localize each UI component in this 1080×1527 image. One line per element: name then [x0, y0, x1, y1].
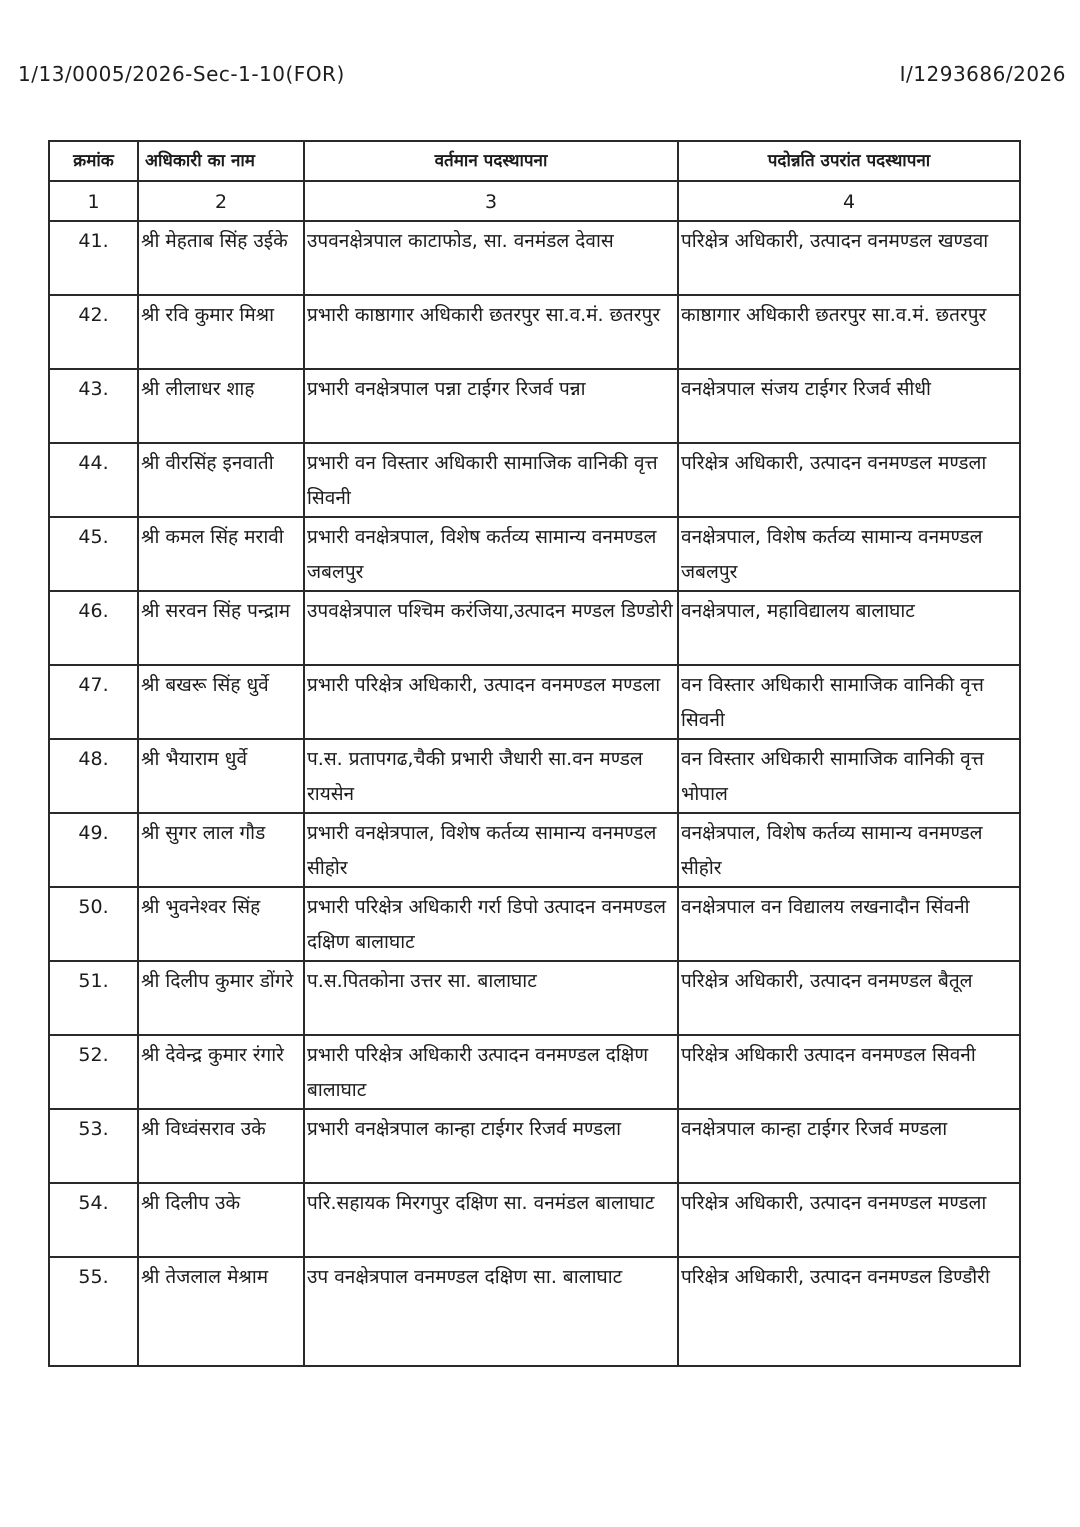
- post-promotion-posting: वन विस्तार अधिकारी सामाजिक वानिकी वृत्त भोपाल: [678, 739, 1020, 813]
- header-current-posting: वर्तमान पदस्थापना: [304, 141, 678, 181]
- serial-number: 53.: [49, 1109, 138, 1183]
- post-promotion-posting: वनक्षेत्रपाल, महाविद्यालय बालाघाट: [678, 591, 1020, 665]
- table-row: [49, 1183, 1020, 1257]
- officer-name: श्री देवेन्द्र कुमार रंगारे: [138, 1035, 304, 1109]
- header-officer-name: अधिकारी का नाम: [138, 141, 304, 181]
- post-promotion-posting: परिक्षेत्र अधिकारी, उत्पादन वनमण्डल खण्डवा: [678, 221, 1020, 295]
- officer-name: श्री रवि कुमार मिश्रा: [138, 295, 304, 369]
- table-row: [49, 1035, 1020, 1109]
- table-row: [49, 221, 1020, 295]
- officer-name: श्री भैयाराम धुर्वे: [138, 739, 304, 813]
- post-promotion-posting: परिक्षेत्र अधिकारी, उत्पादन वनमण्डल बैतूल: [678, 961, 1020, 1035]
- column-number-row: [49, 181, 1020, 221]
- table-row: [49, 443, 1020, 517]
- post-promotion-posting: वनक्षेत्रपाल कान्हा टाईगर रिजर्व मण्डला: [678, 1109, 1020, 1183]
- serial-number: 51.: [49, 961, 138, 1035]
- serial-number: 54.: [49, 1183, 138, 1257]
- header-serial: क्रमांक: [49, 141, 138, 181]
- officer-name: श्री वीरसिंह इनवाती: [138, 443, 304, 517]
- file-number: 1/13/0005/2026-Sec-1-10(FOR): [18, 62, 345, 86]
- current-posting: उपवक्षेत्रपाल पश्चिम करंजिया,उत्पादन मण्डल डिण्डोरी: [304, 591, 678, 665]
- current-posting: प.स. प्रतापगढ,चैकी प्रभारी जैधारी सा.वन मण्डल रायसेन: [304, 739, 678, 813]
- serial-number: 45.: [49, 517, 138, 591]
- current-posting: प्रभारी वनक्षेत्रपाल, विशेष कर्तव्य सामान्य वनमण्डल जबलपुर: [304, 517, 678, 591]
- current-posting: प्रभारी वनक्षेत्रपाल, विशेष कर्तव्य सामान्य वनमण्डल सीहोर: [304, 813, 678, 887]
- officer-name: श्री लीलाधर शाह: [138, 369, 304, 443]
- column-number: 1: [49, 181, 138, 221]
- serial-number: 44.: [49, 443, 138, 517]
- officer-name: श्री तेजलाल मेश्राम: [138, 1257, 304, 1366]
- current-posting: परि.सहायक मिरगपुर दक्षिण सा. वनमंडल बालाघाट: [304, 1183, 678, 1257]
- table-row: [49, 665, 1020, 739]
- current-posting: प्रभारी परिक्षेत्र अधिकारी गर्रा डिपो उत्पादन वनमण्डल दक्षिण बालाघाट: [304, 887, 678, 961]
- serial-number: 55.: [49, 1257, 138, 1366]
- table-row: [49, 591, 1020, 665]
- post-promotion-posting: वनक्षेत्रपाल, विशेष कर्तव्य सामान्य वनमण्डल जबलपुर: [678, 517, 1020, 591]
- table-row: [49, 517, 1020, 591]
- officer-name: श्री बखरू सिंह धुर्वे: [138, 665, 304, 739]
- table-row: [49, 887, 1020, 961]
- serial-number: 43.: [49, 369, 138, 443]
- post-promotion-posting: परिक्षेत्र अधिकारी, उत्पादन वनमण्डल मण्डला: [678, 443, 1020, 517]
- post-promotion-posting: काष्ठागार अधिकारी छतरपुर सा.व.मं. छतरपुर: [678, 295, 1020, 369]
- table-row: [49, 961, 1020, 1035]
- promotion-posting-table: [48, 140, 1021, 1367]
- current-posting: प.स.पितकोना उत्तर सा. बालाघाट: [304, 961, 678, 1035]
- current-posting: प्रभारी काष्ठागार अधिकारी छतरपुर सा.व.मं. छतरपुर: [304, 295, 678, 369]
- officer-name: श्री विध्वंसराव उके: [138, 1109, 304, 1183]
- current-posting: प्रभारी परिक्षेत्र अधिकारी, उत्पादन वनमण्डल मण्डला: [304, 665, 678, 739]
- table-row: [49, 1257, 1020, 1366]
- officer-name: श्री सरवन सिंह पन्द्राम: [138, 591, 304, 665]
- officer-name: श्री कमल सिंह मरावी: [138, 517, 304, 591]
- table-row: [49, 369, 1020, 443]
- current-posting: उप वनक्षेत्रपाल वनमण्डल दक्षिण सा. बालाघाट: [304, 1257, 678, 1366]
- column-number: 4: [678, 181, 1020, 221]
- officer-name: श्री मेहताब सिंह उईके: [138, 221, 304, 295]
- table-row: [49, 295, 1020, 369]
- officer-name: श्री भुवनेश्वर सिंह: [138, 887, 304, 961]
- current-posting: प्रभारी परिक्षेत्र अधिकारी उत्पादन वनमण्डल दक्षिण बालाघाट: [304, 1035, 678, 1109]
- serial-number: 47.: [49, 665, 138, 739]
- column-number: 2: [138, 181, 304, 221]
- serial-number: 46.: [49, 591, 138, 665]
- post-promotion-posting: परिक्षेत्र अधिकारी उत्पादन वनमण्डल सिवनी: [678, 1035, 1020, 1109]
- current-posting: प्रभारी वनक्षेत्रपाल पन्ना टाईगर रिजर्व पन्ना: [304, 369, 678, 443]
- serial-number: 42.: [49, 295, 138, 369]
- post-promotion-posting: वनक्षेत्रपाल वन विद्यालय लखनादौन सिंवनी: [678, 887, 1020, 961]
- serial-number: 49.: [49, 813, 138, 887]
- post-promotion-posting: वनक्षेत्रपाल संजय टाईगर रिजर्व सीधी: [678, 369, 1020, 443]
- table-header-row: [49, 141, 1020, 181]
- column-number: 3: [304, 181, 678, 221]
- table-row: [49, 739, 1020, 813]
- serial-number: 52.: [49, 1035, 138, 1109]
- officer-name: श्री दिलीप उके: [138, 1183, 304, 1257]
- table-row: [49, 1109, 1020, 1183]
- current-posting: प्रभारी वन विस्तार अधिकारी सामाजिक वानिकी वृत्त सिवनी: [304, 443, 678, 517]
- reference-number: I/1293686/2026: [899, 62, 1066, 86]
- current-posting: प्रभारी वनक्षेत्रपाल कान्हा टाईगर रिजर्व मण्डला: [304, 1109, 678, 1183]
- post-promotion-posting: वन विस्तार अधिकारी सामाजिक वानिकी वृत्त सिवनी: [678, 665, 1020, 739]
- serial-number: 50.: [49, 887, 138, 961]
- post-promotion-posting: परिक्षेत्र अधिकारी, उत्पादन वनमण्डल मण्डला: [678, 1183, 1020, 1257]
- post-promotion-posting: वनक्षेत्रपाल, विशेष कर्तव्य सामान्य वनमण्डल सीहोर: [678, 813, 1020, 887]
- officer-name: श्री दिलीप कुमार डोंगरे: [138, 961, 304, 1035]
- header-post-promotion-posting: पदोन्नति उपरांत पदस्थापना: [678, 141, 1020, 181]
- serial-number: 41.: [49, 221, 138, 295]
- post-promotion-posting: परिक्षेत्र अधिकारी, उत्पादन वनमण्डल डिण्डौरी: [678, 1257, 1020, 1366]
- officer-name: श्री सुगर लाल गौड: [138, 813, 304, 887]
- current-posting: उपवनक्षेत्रपाल काटाफोड, सा. वनमंडल देवास: [304, 221, 678, 295]
- serial-number: 48.: [49, 739, 138, 813]
- table-row: [49, 813, 1020, 887]
